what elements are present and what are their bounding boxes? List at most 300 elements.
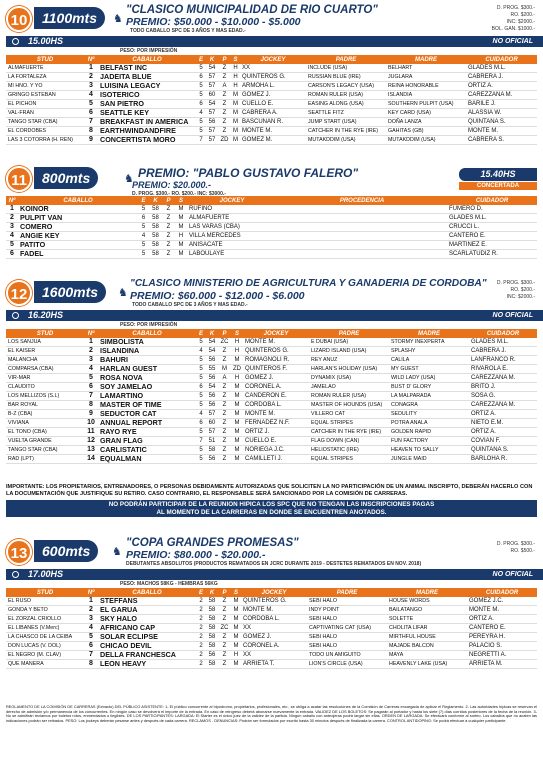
table-cell: MASTER OF HOUNDS (USA) [309,401,389,410]
table-cell: 54 [206,347,218,356]
race-conditions: DEBUTANTES ABSOLUTOS (PRODUCTOS REMATADOS EN JCRC DURANTE 2019 - DESTETES REMATADOS EN NOV. 2018) [126,561,422,567]
table-row [6,383,537,392]
table-row [6,109,537,118]
table-cell: M [231,428,243,437]
warning-bar [6,500,537,517]
table-cell: CORDOBA L. [243,401,309,410]
table-cell [277,214,447,223]
table-cell: RUSSIAN BLUE (IRE) [306,73,386,82]
table-cell: 5 [196,392,206,401]
table-cell: Z [218,660,231,669]
regulations-text: REGLAMENTO DE LA COMISIÓN DE CARRERAS (Extracto) DEL PÚBLICO ASISTENTE: 1- El público concurrente al hipódromo, propietarios, profesionales, etc., se obliga a acatar las resoluciones de la Comisión de Carreras encargada de aplicar el Reglamento. 2- Las autoridades hípicas se reservan el derecho de admisión y/o permanencia de los concurrentes. En ningún caso se devolverá el importe de la entrada. En caso de reingreso deberá abonarse nuevamente la entrada. VALIDEZ DE LOS BOLETOS: Se pagarán al portador y hasta los siete (7) días corridos posteriores de la fecha de la reunión. 3- No se admitirán reclamos por boletos rotos, enmendados o ilegibles. DE LOS PARTICIPANTES: LARGADA: El Starter es el único juez de la validez de la partida. Ningún caballo con anteojeras podrá largar sin ellas. ORDEN DE LARGADA: Se efectuará conforme al sorteo. Los caballos que no acaten las indicaciones podrán ser retirados. PESO: Los jockeys deberán pesarse antes y después de cada carrera. RECLAMOS - DENUNCIAS: Podrán ser formulados por escrito hasta 30 minutos después de finalizada la carrera. CONTROL ANTIDOPING: Se podrá efectuar a cualquier participante. [6,704,537,724]
table-cell: Z [218,410,231,419]
race-conditions: D. PROG. $300.- RO. $200.- INC: $3000.- [132,191,226,197]
table-cell: H [231,374,243,383]
table-cell: Z [218,91,231,100]
table-cell: GONDA Y BETO [6,606,84,615]
table-cell: JAMELAO [309,383,389,392]
official-status: CONCERTADA [459,182,537,190]
table-cell: 5 [196,91,206,100]
table-cell: M [233,128,238,134]
table-cell: COVIAN F. [469,437,537,446]
table-cell: HARLAN'S HOLIDAY (USA) [309,365,389,374]
table-cell: CABRERA J. [466,73,537,82]
column-header: PROCEDENCIA [277,196,447,205]
table-cell: 8 [84,127,98,136]
table-cell: SEATTLE KEY [98,109,196,118]
table-cell: 60 [206,419,218,428]
column-header: CABALLO [98,588,196,597]
table-cell: QUINTANA S. [466,118,537,127]
column-header: E [196,55,206,64]
table-cell: 2 [196,660,206,669]
table-cell: 57 [206,428,218,437]
table-cell: FUMERO D. [447,205,537,214]
table-cell: M [175,205,187,214]
fee-line: RO. $500.- [510,548,535,554]
table-cell: M [231,437,243,446]
table-cell: Z [162,205,175,214]
warning-line: NO PODRÁN PARTICIPAR DE LA REUNION HIPICA LOS SPC QUE NO TENGAN LAS INSCRIPCIONES PAGAS [108,501,435,508]
table-cell: AFRICANO CAP [98,624,196,633]
table-cell: 56 [206,651,218,660]
table-cell: 5 [84,100,98,109]
table-cell: 13 [84,446,98,455]
column-header: PADRE [307,588,387,597]
table-cell: HEAVEN TO SALLY [389,446,469,455]
table-cell: H [231,338,243,347]
table-cell: EASING ALONG (USA) [306,100,386,109]
column-header: S [231,588,241,597]
table-cell: EARTHWINDANDFIRE [98,127,196,136]
official-status: NO OFICIAL [492,38,533,45]
table-cell: SEDULITY [389,410,469,419]
table-cell: GOMEZ M. [240,136,306,145]
table-cell: H [231,73,240,82]
table-cell: EQUAL STRIPES [309,419,389,428]
table-cell: EL GARUA [98,606,196,615]
table-cell: LA FORTALEZA [6,73,84,82]
table-row [6,410,537,419]
table-cell: Z [218,633,231,642]
table-cell: CHICAO DEVIL [98,642,196,651]
table-cell: VIVIANA [6,419,84,428]
race-number: 12 [6,280,32,306]
table-cell: 2 [84,347,98,356]
table-cell: LIZARD ISLAND (USA) [309,347,389,356]
table-cell: 5 [196,118,206,127]
table-cell: M [231,624,241,633]
table-cell: 7 [84,651,98,660]
race-prize: PREMIO: $80.000 - $20.000.- [126,549,266,561]
table-cell: LAS 3 COTORRA (H. REN) [6,136,84,145]
table-row [6,455,537,464]
table-cell: 5 [138,250,149,259]
warning-line: AL MOMENTO DE LA CARRERAS EN DONDE SE ENCUENTREN ANOTADOS. [156,508,387,516]
notice-label: IMPORTANTE: [6,484,45,490]
table-cell: HEAVENLY LAKE (USA) [387,660,467,669]
table-cell: 57 [206,410,218,419]
table-cell: XX [241,651,307,660]
table-cell: ARRIETA M. [467,660,537,669]
column-header: CABALLO [98,329,196,338]
column-header: CABALLO [98,55,196,64]
column-header: MADRE [386,55,466,64]
race-title: "CLASICO MUNICIPALIDAD DE RIO CUARTO" [126,4,378,16]
table-cell: SEATTLE FITZ [306,109,386,118]
table-cell: M [231,455,243,464]
table-cell: FERNADEZ N.F. [243,419,309,428]
table-cell: 4 [6,232,18,241]
table-cell: ISLANDIA [386,91,466,100]
table-cell: 5 [196,365,206,374]
table-cell: 12 [84,437,98,446]
table-cell: M [175,223,187,232]
table-cell: EL CORDOBES [6,127,84,136]
table-cell: QUE MANERA [6,660,84,669]
table-cell: MAJADE BALCON [387,642,467,651]
table-cell: M [233,137,238,143]
table-cell: M [231,401,243,410]
table-cell: MARTINEZ E. [447,241,537,250]
race-prize: PREMIO: $50.000 - $10.000 - $5.000 [126,16,301,28]
clock-icon [12,38,19,45]
table-cell: Z [218,401,231,410]
table-cell: PEREYRA H. [467,633,537,642]
table-cell: 7 [196,437,206,446]
table-cell: QUINTEROS F. [243,365,309,374]
table-cell: MONTE M. [466,127,537,136]
table-cell: 11 [84,428,98,437]
table-cell: 58 [206,615,218,624]
table-cell: CHOLITA LIFAR [387,624,467,633]
table-cell: 51 [206,437,218,446]
table-cell: 6 [196,419,206,428]
table-cell: M [231,356,243,365]
table-cell: M [231,633,241,642]
table-cell: ZC [218,338,231,347]
table-cell: ANNUAL REPORT [98,419,196,428]
table-row [6,64,537,73]
table-cell: TANGO STAR (CBA) [6,446,84,455]
table-cell: 8 [84,401,98,410]
table-cell: 3 [6,223,18,232]
table-cell: 57 [206,127,218,136]
table-cell: LA CHASCO DE LA CEIBA [6,633,84,642]
table-cell: JUNGLE MAID [389,455,469,464]
table-cell: M [233,101,238,107]
table-cell: QUINTEROS G. [241,597,307,606]
column-header: CUIDADOR [467,588,537,597]
column-header: K [206,588,218,597]
table-cell: ORTIZ A. [469,410,537,419]
table-cell: VIR-MAR [6,374,84,383]
table-cell: M [175,214,187,223]
table-cell: JADEITA BLUE [98,73,196,82]
table-cell: COMPARSA (CBA) [6,365,84,374]
table-cell: CORDOBA L. [241,615,307,624]
table-cell: 4 [196,347,206,356]
column-header: P [218,588,231,597]
table-cell: EQUAL STRIPES [309,455,389,464]
horse-icon: ♞ [124,173,134,185]
table-cell: 4 [84,365,98,374]
table-cell: 1 [84,597,98,606]
table-cell: 3 [84,356,98,365]
column-header: E [196,588,206,597]
table-row [6,365,537,374]
horse-icon: ♞ [113,13,123,25]
table-cell: CANDERON E. [243,392,309,401]
table-cell: MONTE M. [467,606,537,615]
table-cell: 57 [206,82,218,91]
table-row [6,606,537,615]
column-header: JOCKEY [243,329,309,338]
table-cell: 58 [149,241,162,250]
table-cell: MONTE M. [241,606,307,615]
table-row [6,100,537,109]
time-bar [6,569,543,580]
race-time: 15.00HS [28,36,64,46]
table-row [6,136,537,145]
table-cell: XX [241,624,307,633]
table-cell: H [231,651,241,660]
table-cell: GOMEZ J. [240,91,306,100]
table-row [6,250,537,259]
table-cell: LION'S CIRCLE (USA) [307,660,387,669]
entries-table [6,588,537,669]
table-cell: M [175,250,187,259]
race-distance: 1600mts [34,281,106,303]
table-cell: LUISINA LEGACY [98,82,196,91]
table-cell: 56 [206,401,218,410]
table-cell: 8 [84,660,98,669]
table-cell: ROSA NOVA [98,374,196,383]
table-cell: 54 [206,64,218,73]
table-row [6,205,537,214]
table-cell: TODO UN AMIGUITO [307,651,387,660]
table-cell: 2 [196,651,206,660]
table-cell: ALMAFUERTE [6,64,84,73]
table-cell: H [231,82,240,91]
table-cell: HELIOSTATIC (IRE) [309,446,389,455]
column-header: Nº [6,196,18,205]
table-cell: CABRERA A. [240,109,306,118]
column-header: STUD [6,588,84,597]
table-cell: SKY HALO [98,615,196,624]
table-cell: 58 [206,633,218,642]
table-cell: Z [218,392,231,401]
table-cell: 2 [84,73,98,82]
table-cell: GRAN FLAG [98,437,196,446]
table-cell: GLADES M.L. [466,64,537,73]
table-cell: RAD (LPT) [6,455,84,464]
table-cell: M [175,241,187,250]
table-cell: SPLASHY [389,347,469,356]
table-cell: 58 [149,250,162,259]
table-cell: Z [218,651,231,660]
table-cell: Z [162,250,175,259]
column-header: P [218,55,231,64]
table-cell: Z [218,109,231,118]
table-cell: REY ANUZ [309,356,389,365]
table-cell: MIRTHFUL HOUSE [387,633,467,642]
table-cell: NIETO E.M. [469,419,537,428]
table-cell: LOS MELLIZOS (S.L) [6,392,84,401]
table-cell: LAS VARAS (CBA) [187,223,277,232]
race-conditions: TODO CABALLO SPC DE 3 AÑOS Y MAS EDAD.- [130,28,246,34]
table-cell: Z [218,347,231,356]
table-row [6,356,537,365]
race-distance: 600mts [34,540,98,562]
table-cell: E DUBAI (USA) [309,338,389,347]
race-header [0,2,543,36]
table-cell: MUTAKDDIM (USA) [306,136,386,145]
table-cell: 58 [149,223,162,232]
table-cell: GOMEZ J.C. [467,597,537,606]
table-cell: QUINTEROS G. [243,347,309,356]
table-cell: A [218,374,231,383]
table-cell: ALASSIA W. [466,109,537,118]
table-cell: TANGO STAR (CBA) [6,118,84,127]
table-cell: 5 [84,374,98,383]
race-number: 13 [6,539,32,565]
table-cell: HARLAN GUEST [98,365,196,374]
table-cell: JUGLARA [386,73,466,82]
table-row [6,127,537,136]
table-cell: 56 [206,392,218,401]
table-row [6,347,537,356]
race-distance: 1100mts [34,7,105,29]
table-cell [277,241,447,250]
table-row [6,73,537,82]
race-fees [492,5,535,33]
column-header: PADRE [306,55,386,64]
table-cell: LA MALPARADA [389,392,469,401]
table-cell: MONTE M. [243,410,309,419]
table-row [6,214,537,223]
table-cell: EL LIBANES (V.Merc) [6,624,84,633]
table-cell: 5 [196,428,206,437]
table-cell: 56 [206,374,218,383]
table-cell: RIVAROLA E. [469,365,537,374]
table-cell: EQUALMAN [98,455,196,464]
race-header [0,276,543,310]
column-header: JOCKEY [240,55,306,64]
table-cell: Z [218,118,231,127]
entries-table [6,329,537,464]
table-cell: PATITO [18,241,138,250]
time-bar [6,310,543,321]
table-row [6,642,537,651]
table-cell: 4 [196,410,206,419]
table-cell: GRINGO ESTEBAN [6,91,84,100]
table-cell: Z [218,642,231,651]
table-row [6,392,537,401]
table-cell: 2 [196,633,206,642]
table-cell: MONTE M. [243,338,309,347]
table-cell: ZD [218,136,231,145]
table-cell: MY GUEST [389,365,469,374]
table-cell: 1 [84,64,98,73]
table-cell: 7 [196,136,206,145]
table-cell: 55 [206,365,218,374]
table-cell: 4 [84,91,98,100]
table-cell: CUELLO E. [240,100,306,109]
table-cell: CANTERO E. [447,232,537,241]
race-title: "CLASICO MINISTERIO DE AGRICULTURA Y GANADERIA DE CORDOBA" [130,278,487,289]
table-cell: Z [218,455,231,464]
table-cell: CARSON'S LEGACY (USA) [306,82,386,91]
column-header: Nº [84,329,98,338]
table-cell: GOMEZ J. [241,633,307,642]
table-cell: 58 [206,624,218,633]
column-header: STUD [6,329,84,338]
official-status: NO OFICIAL [492,571,533,578]
column-header: CABALLO [18,196,138,205]
table-cell: 5 [138,205,149,214]
table-row [6,651,537,660]
table-cell: 6 [84,642,98,651]
table-cell: KEY CARD (USA) [386,109,466,118]
table-cell: 6 [196,383,206,392]
table-cell [277,250,447,259]
table-cell: REINA HONORABLE [386,82,466,91]
table-cell: ORTIZ A. [469,428,537,437]
table-cell: MONTE M. [240,127,306,136]
column-header: E [138,196,149,205]
table-cell: CAREZZANA M. [469,401,537,410]
table-cell: DYNAMIX (USA) [309,374,389,383]
column-header: S [231,329,243,338]
table-cell: M [231,410,243,419]
race-title: PREMIO: "PABLO GUSTAVO FALERO" [138,166,359,180]
table-cell: 4 [84,624,98,633]
table-cell: MUTAKDDIM (USA) [386,136,466,145]
weight-note: PESO: MACHOS 58KG - HEMBRAS 56KG [120,581,218,587]
table-cell: RUFINO [187,205,277,214]
table-cell: EL ZORZAL CRIOLLO [6,615,84,624]
horse-icon: ♞ [112,546,122,558]
table-cell: 5 [84,633,98,642]
table-cell: M [231,419,243,428]
table-cell: XX [240,64,306,73]
table-cell: EL NEGRO (M. CLAV) [6,651,84,660]
table-cell: 5 [6,241,18,250]
table-row [6,82,537,91]
table-row [6,419,537,428]
table-cell: Z [162,223,175,232]
table-cell: CLAUDITO [6,383,84,392]
table-cell: 1 [84,338,98,347]
table-cell: CABRERA S. [466,136,537,145]
table-cell: M [233,119,238,125]
table-cell [277,205,447,214]
entries-table [6,196,537,259]
table-cell: Z [162,241,175,250]
table-cell: COMERO [18,223,138,232]
table-cell: Z [218,606,231,615]
table-cell: BARLOHA R. [469,455,537,464]
table-cell: 5 [138,223,149,232]
table-cell: M [231,392,243,401]
race-title: "COPA GRANDES PROMESAS" [126,537,299,549]
table-cell: MASTER OF TIME [98,401,196,410]
column-header: JOCKEY [187,196,277,205]
table-cell: PALACIO S. [467,642,537,651]
official-status: NO OFICIAL [492,312,533,319]
table-cell: BAR ROYAL [6,401,84,410]
